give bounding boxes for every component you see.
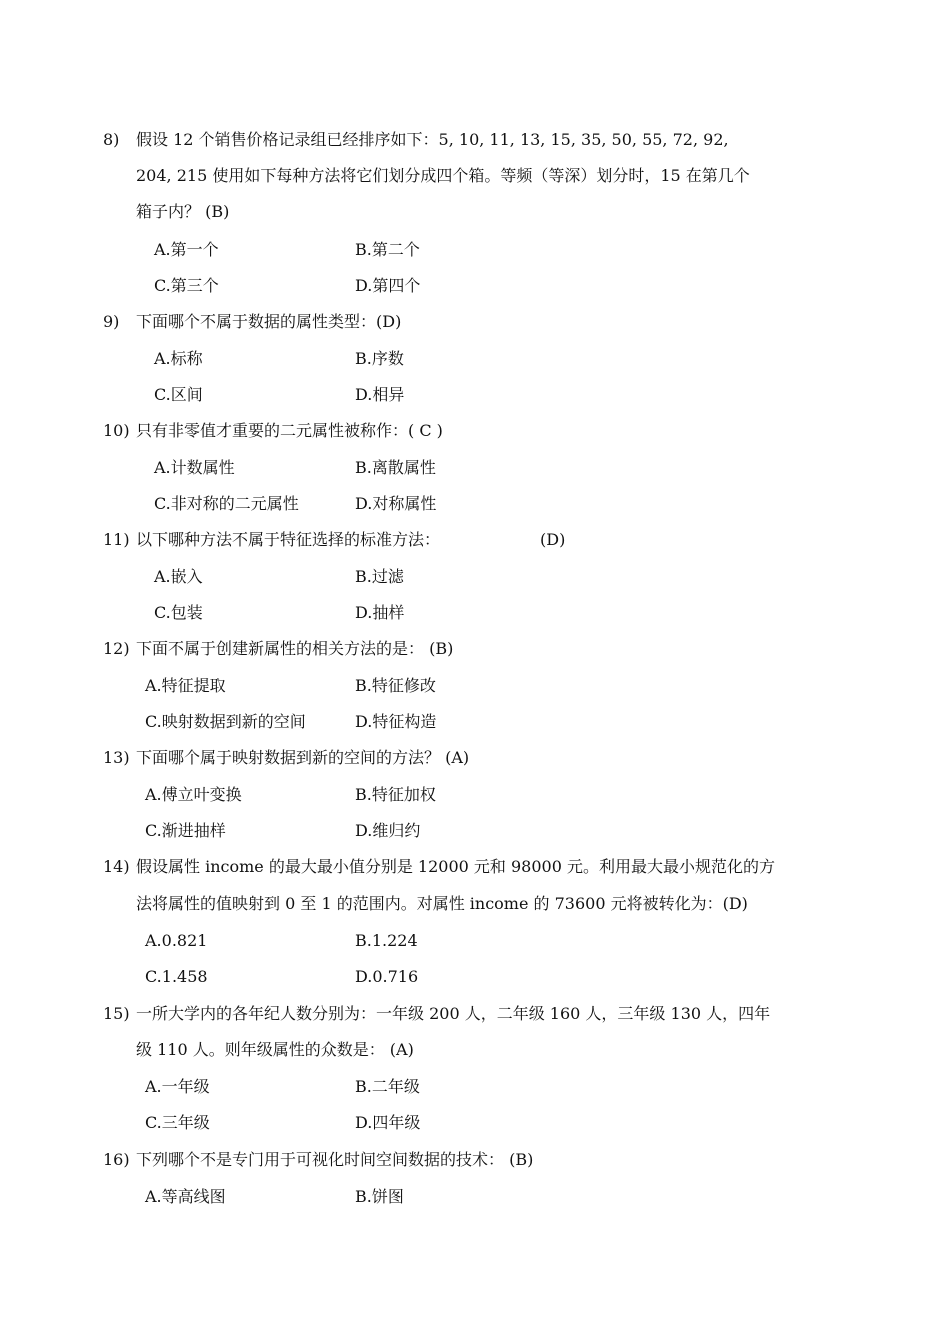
question-11-option-d: D.抽样	[355, 603, 405, 622]
question-11-answer: (D)	[540, 530, 566, 549]
question-8-option-b: B.第二个	[355, 240, 420, 259]
question-10-option-b: B.离散属性	[355, 458, 436, 477]
question-9-option-b: B.序数	[355, 349, 404, 368]
question-15-option-b: B.二年级	[355, 1077, 420, 1096]
question-12-option-a: A.特征提取	[145, 676, 226, 695]
question-8-text-line-1: 假设 12 个销售价格记录组已经排序如下：5, 10, 11, 13, 15, 35, 50, 55, 72, 92,	[136, 130, 729, 149]
question-16-option-b: B.饼图	[355, 1187, 404, 1206]
question-14-text-line-1: 假设属性 income 的最大最小值分别是 12000 元和 98000 元。利用最大最小规范化的方	[136, 857, 775, 876]
question-14-option-c: C.1.458	[145, 967, 208, 986]
question-12-text: 下面不属于创建新属性的相关方法的是： (B)	[136, 639, 454, 658]
question-9-option-a: A.标称	[154, 349, 203, 368]
question-15-text-line-2: 级 110 人。则年级属性的众数是： (A)	[136, 1040, 414, 1059]
question-14-text-line-2: 法将属性的值映射到 0 至 1 的范围内。对属性 income 的 73600 元将被转化为：(D)	[136, 894, 748, 913]
question-10-option-d: D.对称属性	[355, 494, 437, 513]
question-8-option-d: D.第四个	[355, 276, 421, 295]
question-11-option-a: A.嵌入	[154, 567, 203, 586]
question-13-option-a: A.傅立叶变换	[145, 785, 242, 804]
question-11-option-b: B.过滤	[355, 567, 404, 586]
question-16-option-a: A.等高线图	[145, 1187, 226, 1206]
question-12-option-c: C.映射数据到新的空间	[145, 712, 306, 731]
question-13-number: 13)	[103, 748, 130, 767]
question-9-number: 9)	[103, 312, 120, 331]
question-10-number: 10)	[103, 421, 130, 440]
question-14-option-a: A.0.821	[145, 931, 208, 950]
question-15-option-c: C.三年级	[145, 1113, 210, 1132]
question-11-text: 以下哪种方法不属于特征选择的标准方法：	[136, 530, 441, 549]
question-8-option-a: A.第一个	[154, 240, 219, 259]
question-9-text: 下面哪个不属于数据的属性类型：(D)	[136, 312, 402, 331]
question-11-option-c: C.包装	[154, 603, 203, 622]
question-8-number: 8)	[103, 130, 120, 149]
question-10-option-a: A.计数属性	[154, 458, 235, 477]
question-14-number: 14)	[103, 857, 130, 876]
question-8-text-line-2: 204, 215 使用如下每种方法将它们划分成四个箱。等频（等深）划分时，15 在第几个	[136, 166, 750, 185]
question-16-text: 下列哪个不是专门用于可视化时间空间数据的技术： (B)	[136, 1150, 534, 1169]
question-9-option-d: D.相异	[355, 385, 405, 404]
question-15-option-a: A.一年级	[145, 1077, 210, 1096]
question-12-number: 12)	[103, 639, 130, 658]
question-10-option-c: C.非对称的二元属性	[154, 494, 299, 513]
question-14-option-b: B.1.224	[355, 931, 418, 950]
question-15-number: 15)	[103, 1004, 130, 1023]
question-15-text-line-1: 一所大学内的各年纪人数分别为：一年级 200 人，二年级 160 人，三年级 130 人，四年	[136, 1004, 771, 1023]
question-13-option-d: D.维归约	[355, 821, 421, 840]
question-13-option-c: C.渐进抽样	[145, 821, 226, 840]
question-12-option-d: D.特征构造	[355, 712, 437, 731]
question-8-option-c: C.第三个	[154, 276, 219, 295]
question-8-text-line-3: 箱子内？ (B)	[136, 202, 230, 221]
question-14-option-d: D.0.716	[355, 967, 419, 986]
question-9-option-c: C.区间	[154, 385, 203, 404]
question-16-number: 16)	[103, 1150, 130, 1169]
question-12-option-b: B.特征修改	[355, 676, 436, 695]
question-10-text: 只有非零值才重要的二元属性被称作：( C )	[136, 421, 443, 440]
question-13-text: 下面哪个属于映射数据到新的空间的方法？ (A)	[136, 748, 470, 767]
question-15-option-d: D.四年级	[355, 1113, 421, 1132]
question-11-number: 11)	[103, 530, 130, 549]
question-13-option-b: B.特征加权	[355, 785, 436, 804]
